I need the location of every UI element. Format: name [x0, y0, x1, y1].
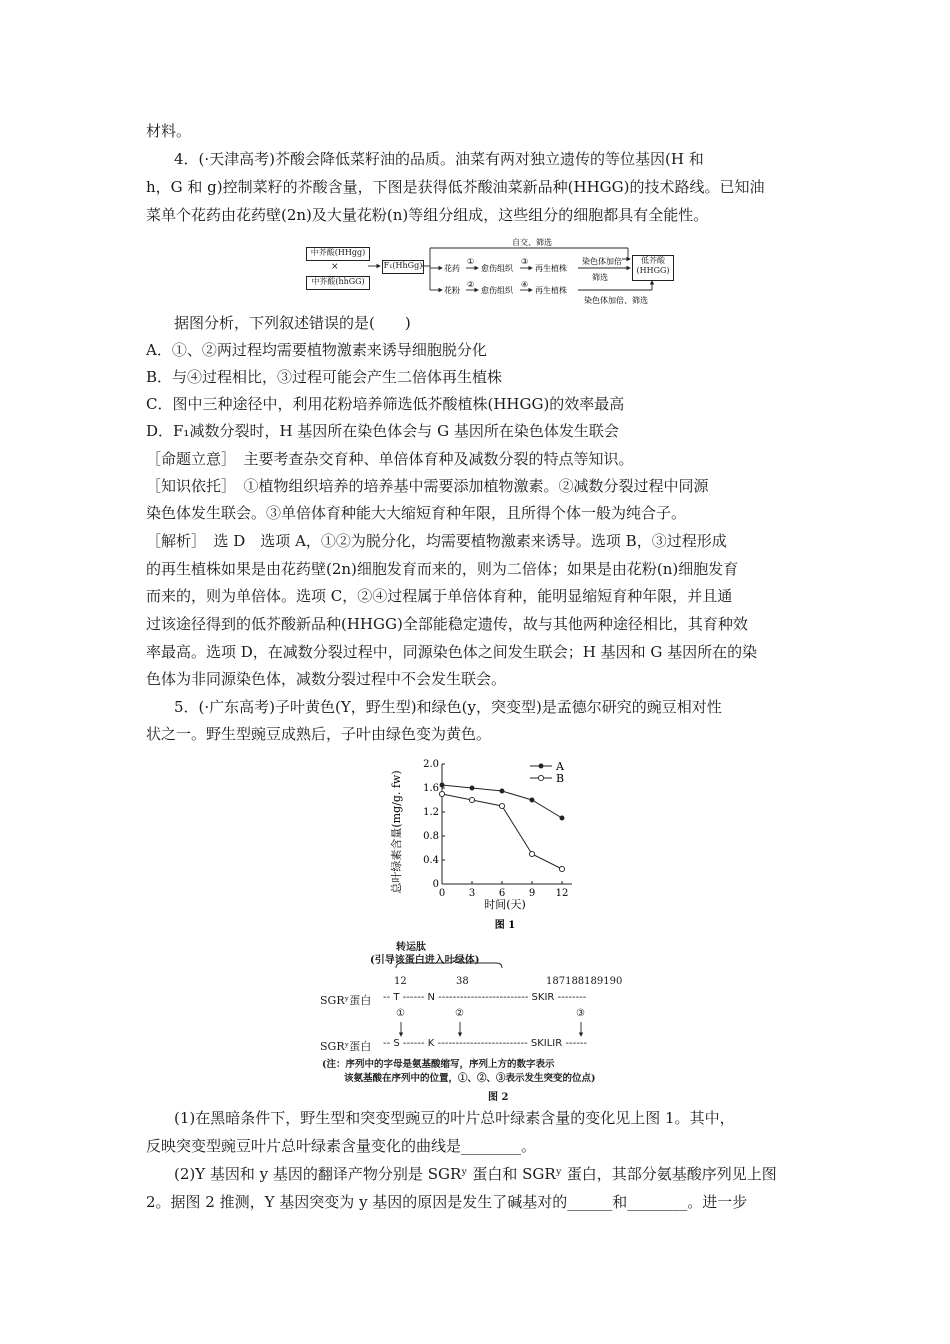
analysis-line-4: 过该途径得到的低芥酸新品种(HHGG)全部能稳定遗传，故与其他两种途径相比，其育种效 [146, 615, 748, 633]
option-d: D．F₁减数分裂时，H 基因所在染色体会与 G 基因所在染色体发生联会 [146, 422, 619, 440]
option-c: C．图中三种途径中，利用花粉培养筛选低芥酸植株(HHGG)的效率最高 [146, 395, 625, 413]
text-line-0: 材料。 [146, 122, 192, 140]
analysis-line-1: ［解析］ 选 D 选项 A，①②为脱分化，均需要植物激素来诱导。选项 B，③过程形成 [146, 532, 727, 550]
sgr-y-wild-sequence: -- T ------ N ------------------------- SKIR -------- [383, 992, 587, 1003]
knowledge-line-2: 染色体发生联会。③单倍体育种能大大缩短育种年限，且所得个体一般为纯合子。 [146, 504, 687, 522]
callus-label-2: 愈伤组织 [481, 286, 513, 295]
option-a: A．①、②两过程均需要植物激素来诱导细胞脱分化 [146, 341, 487, 359]
subquestion-1-line-1: (1)在黑暗条件下，野生型和突变型豌豆的叶片总叶绿素含量的变化见上图 1。其中， [174, 1109, 735, 1127]
question-5-line-1: 5．(·广东高考)子叶黄色(Y，野生型)和绿色(y，突变型)是孟德尔研究的豌豆相对性 [174, 698, 722, 716]
chart-ylabel: 总叶绿素含量(mg/g. fw) [390, 770, 403, 894]
subquestion-1-line-2: 反映突变型豌豆叶片总叶绿素含量变化的曲线是________。 [146, 1137, 537, 1155]
mutation-site-2: ② [455, 1008, 464, 1019]
step2-marker: ② [467, 280, 475, 289]
transit-peptide-note: (引导该蛋白进入叶绿体) [370, 955, 480, 966]
protein-sequence-figure [300, 938, 700, 1103]
anther-label: 花药 [444, 264, 460, 273]
question-5-line-2: 状之一。野生型豌豆成熟后，子叶由绿色变为黄色。 [146, 725, 492, 743]
data-point-B [499, 803, 504, 808]
sgr-y-mutant-sequence: -- S ------ K ------------------------- SKILIR ------ [383, 1038, 588, 1049]
cross-symbol: × [331, 262, 339, 272]
step1-marker: ① [467, 257, 475, 266]
regen-label-1: 再生植株 [535, 264, 567, 273]
double-screen-label: 染色体加倍、筛选 [584, 296, 648, 305]
y-tick-label: 2.0 [423, 759, 439, 770]
data-point-B [529, 851, 534, 856]
intent-line: ［命题立意］ 主要考查杂交育种、单倍体育种及减数分裂的特点等知识。 [146, 450, 634, 468]
legend-marker-A [539, 764, 543, 768]
parent1-box: 中芥酸(HHgg) [306, 247, 370, 261]
y-tick-label: 0.4 [423, 855, 439, 866]
step4-marker: ④ [521, 280, 529, 289]
figure-2-caption: 图 2 [488, 1092, 509, 1103]
x-tick-label: 6 [498, 888, 506, 899]
data-point-A [530, 798, 534, 802]
data-point-A [500, 789, 504, 793]
chart-caption: 图 1 [494, 920, 516, 931]
result-label: 低芥酸 [641, 256, 665, 265]
top-route-label: 自交、筛选 [512, 238, 552, 247]
data-point-B [439, 791, 444, 796]
question-4-prompt: 据图分析，下列叙述错误的是( ) [174, 314, 411, 332]
chlorophyll-line-chart [380, 752, 580, 942]
x-tick-label: 3 [468, 888, 476, 899]
analysis-line-2: 的再生植株如果是由花药壁(2n)细胞发育而来的，则为二倍体；如果是由花粉(n)细胞发育 [146, 560, 739, 578]
data-point-A [470, 786, 474, 790]
position-38: 38 [456, 976, 469, 987]
regen-label-2: 再生植株 [535, 286, 567, 295]
figure-note-2: 该氨基酸在序列中的位置，①、②、③表示发生突变的位点) [344, 1073, 596, 1084]
analysis-line-3: 而来的，则为单倍体。选项 C，②④过程属于单倍体育种，能明显缩短育种年限，并且通 [146, 587, 733, 605]
y-tick-label: 1.2 [423, 807, 439, 818]
result-genotype: (HHGG) [636, 266, 670, 275]
chart-xlabel: 时间(天) [484, 898, 526, 911]
screen-label: 筛选 [592, 273, 608, 282]
position-12: 12 [394, 976, 407, 987]
position-187-190: 187188189190 [546, 976, 623, 987]
sgr-y-mutant-label: SGRʸ蛋白 [320, 1040, 372, 1053]
breeding-flow-diagram [0, 0, 950, 320]
f1-box: F₁(HhGg) [382, 260, 424, 274]
x-tick-label: 0 [438, 888, 446, 899]
pollen-label: 花粉 [444, 286, 460, 295]
mutation-site-1: ① [396, 1008, 405, 1019]
y-tick-label: 0 [432, 879, 439, 890]
knowledge-line-1: ［知识依托］ ①植物组织培养的培养基中需要添加植物激素。②减数分裂过程中同源 [146, 477, 709, 495]
figure-note-1: (注：序列中的字母是氨基酸缩写，序列上方的数字表示 [322, 1059, 555, 1070]
legend-label-B: B [556, 772, 565, 785]
double-label: 染色体加倍 [582, 257, 622, 266]
x-tick-label: 9 [528, 888, 536, 899]
step3-marker: ③ [521, 257, 529, 266]
question-4-line-3: 菜单个花药由花药壁(2n)及大量花粉(n)等组分组成，这些组分的细胞都具有全能性。 [146, 206, 709, 224]
question-4-line-2: h，G 和 g)控制菜籽的芥酸含量，下图是获得低芥酸油菜新品种(HHGG)的技术路线。已知油 [146, 178, 765, 196]
data-point-A [560, 816, 564, 820]
y-tick-label: 1.6 [423, 783, 439, 794]
parent2-box: 中芥酸(hhGG) [306, 276, 370, 290]
legend-label-A: A [556, 760, 564, 773]
mutation-site-3: ③ [576, 1008, 585, 1019]
legend-marker-B [538, 775, 543, 780]
transit-peptide-title: 转运肽 [396, 942, 426, 953]
y-tick-label: 0.8 [423, 831, 439, 842]
data-point-B [469, 797, 474, 802]
x-tick-label: 12 [555, 888, 569, 899]
data-point-B [559, 866, 564, 871]
sgr-y-wild-label: SGRʸ蛋白 [320, 994, 372, 1007]
subquestion-2-line-2: 2。据图 2 推测，Y 基因突变为 y 基因的原因是发生了碱基对的______和________。进一步 [146, 1193, 748, 1211]
flow-arrows [0, 0, 950, 320]
subquestion-2-line-1: (2)Y 基因和 y 基因的翻译产物分别是 SGRʸ 蛋白和 SGRʸ 蛋白，其部分氨基酸序列见上图 [174, 1165, 777, 1183]
analysis-line-6: 色体为非同源染色体，减数分裂过程中不会发生联会。 [146, 670, 507, 688]
analysis-line-5: 率最高。选项 D，在减数分裂过程中，同源染色体之间发生联会；H 基因和 G 基因所在的染 [146, 643, 758, 661]
callus-label-1: 愈伤组织 [481, 264, 513, 273]
data-point-A [440, 783, 444, 787]
option-b: B．与④过程相比，③过程可能会产生二倍体再生植株 [146, 368, 503, 386]
question-4-line-1: 4．(·天津高考)芥酸会降低菜籽油的品质。油菜有两对独立遗传的等位基因(H 和 [174, 150, 704, 168]
